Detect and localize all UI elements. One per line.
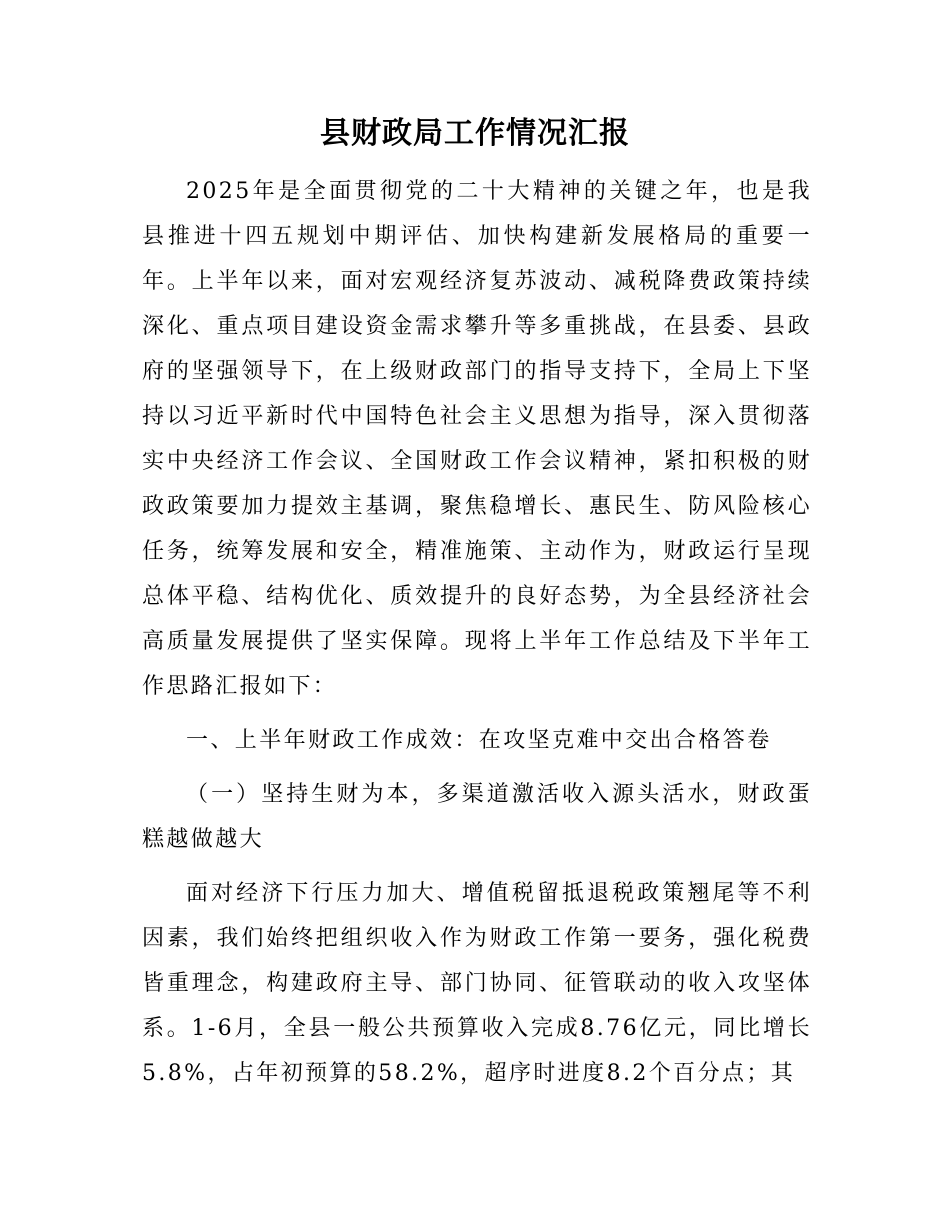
section-heading: 一、上半年财政工作成效：在攻坚克难中交出合格答卷 — [186, 728, 772, 753]
subsection-heading: （一）坚持生财为本，多渠道激活收入源头活水，财政蛋糕越做越大 — [142, 782, 812, 852]
intro-paragraph: 2025年是全面贯彻党的二十大精神的关键之年，也是我县推进十四五规划中期评估、加快构建新发展格局的重要一年。上半年以来，面对宏观经济复苏波动、减税降费政策持续深化、重点项目建设资金需求攀升等多重挑战，在县委、县政府的坚强领导下，在上级财政部门的指导支持下，全局上下坚持以习近平新时代中国特色社会主义思想为指导，深入贯彻落实中央经济工作会议、全国财政工作会议精神，紧扣积极的财政政策要加力提效主基调，聚焦稳增长、惠民生、防风险核心任务，统筹发展和安全，精准施策、主动作为，财政运行呈现总体平稳、结构优化、质效提升的良好态势，为全县经济社会高质量发展提供了坚实保障。现将上半年工作总结及下半年工作思路汇报如下： — [142, 179, 812, 699]
document-title: 县财政局工作情况汇报 — [320, 116, 630, 151]
document-body — [142, 169, 812, 1096]
content-paragraph: 面对经济下行压力加大、增值税留抵退税政策翘尾等不利因素，我们始终把组织收入作为财政工作第一要务，强化税费皆重理念，构建政府主导、部门协同、征管联动的收入攻坚体系。1-6月，全县一般公共预算收入完成8.76亿元，同比增长5.8%，占年初预算的58.2%，超序时进度8.2个百分点；其 — [142, 881, 812, 1086]
